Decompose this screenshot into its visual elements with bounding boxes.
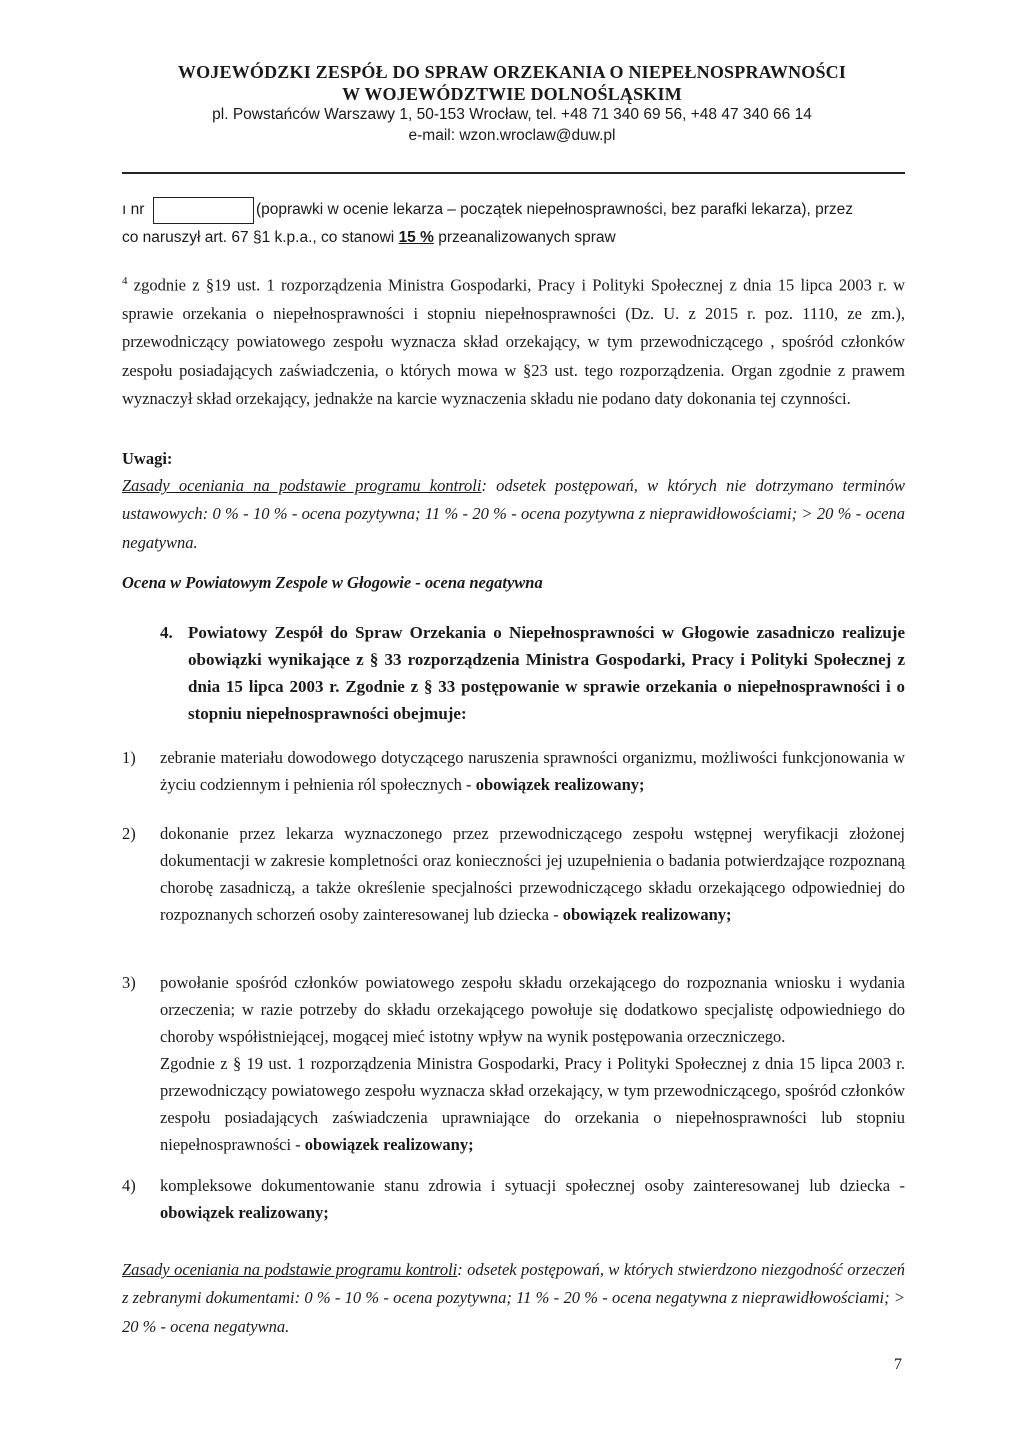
- section-number: 4.: [160, 623, 173, 642]
- header-divider: [122, 172, 905, 174]
- ocena-glogow: Ocena w Powiatowym Zespole w Głogowie - ocena negatywna: [122, 573, 543, 592]
- fragment-percent: 15 %: [398, 229, 434, 246]
- page-number: 7: [894, 1356, 902, 1373]
- uwagi-heading: Uwagi:: [122, 449, 173, 468]
- fragment-line2: co naruszył art. 67 §1 k.p.a., co stanowi 15 % przeanalizowanych spraw: [122, 229, 616, 246]
- org-name-line2: W WOJEWÓDZTWIE DOLNOŚLĄSKIM: [342, 84, 682, 104]
- item-1: zebranie materiału dowodowego dotyczącego naruszenia sprawności organizmu, możliwości funkcjonowania w życiu codziennym i pełnienia ról społecznych - obowiązek realizowany;: [160, 748, 905, 794]
- item-4: kompleksowe dokumentowanie stanu zdrowia i sytuacji społecznej osoby zainteresowanej lub dziecka - obowiązek realizowany;: [160, 1176, 905, 1222]
- org-email: e-mail: wzon.wroclaw@duw.pl: [408, 127, 616, 144]
- fragment-line1: (poprawki w ocenie lekarza – początek niepełnosprawności, bez parafki lekarza), przez: [256, 201, 854, 218]
- uwagi-criteria: Zasady oceniania na podstawie programu kontroli: odsetek postępowań, w których nie dotrzymano terminów ustawowych: 0 % - 10 % - ocena pozytywna; 11 % - 20 % - ocena pozytywna z nieprawidłowościami; > 20 % - ocena negatywna.: [122, 476, 905, 552]
- item-2-number: 2): [122, 824, 136, 843]
- item-1-number: 1): [122, 748, 136, 767]
- redacted-number-box: [153, 197, 254, 224]
- footnote-4: $^4$ zgodnie z §19 ust. 1 rozporządzenia Ministra Gospodarki, Pracy i Polityki Społecznej z dnia 15 lipca 2003 r. w sprawie orzekania o niepełnosprawności i stopniu niepełnosprawności (Dz. U. z 2015 r. poz. 1110, ze zm.), przewodniczący powiatowego zespołu wyznacza skład orzekający, w tym przewodniczącego , spośród członków zespołu posiadających zaświadczenia, o których mowa w §23 ust. tego rozporządzenia. Organ zgodnie z prawem wyznaczył skład orzekający, jednakże na karcie wyznaczenia składu nie podano daty dokonania tej czynności.: [122, 275, 905, 409]
- org-name-line1: WOJEWÓDZKI ZESPÓŁ DO SPRAW ORZEKANIA O NIEPEŁNOSPRAWNOŚCI: [177, 62, 847, 82]
- item-3: powołanie spośród członków powiatowego zespołu składu orzekającego do rozpoznania wniosku i wydania orzeczenia; w razie potrzeby do składu orzekającego powołuje się dodatkowo specjalistę odpowiedniego do choroby współistniejącej, mogącej mieć istotny wpływ na wynik postępowania orzeczniczego. Zgodnie z § 19 ust. 1 rozporządzenia Ministra Gospodarki, Pracy i Polityki Społecznej z dnia 15 lipca 2003 r. przewodniczący powiatowego zespołu wyznacza skład orzekający, w tym przewodniczącego, spośród członków zespołu posiadających zaświadczenia uprawniające do orzekania o niepełnosprawności lub stopniu niepełnosprawności - obowiązek realizowany;: [160, 973, 905, 1154]
- item-3-number: 3): [122, 973, 136, 992]
- fragment-prefix: ı nr: [122, 201, 145, 218]
- item-4-number: 4): [122, 1176, 136, 1195]
- section-4-text: Powiatowy Zespół do Spraw Orzekania o Niepełnosprawności w Głogowie zasadniczo realizuje obowiązki wynikające z § 33 rozporządzenia Ministra Gospodarki, Pracy i Polityki Społecznej z dnia 15 lipca 2003 r. Zgodnie z § 33 postępowanie w sprawie orzekania o niepełnosprawności i o stopniu niepełnosprawności obejmuje:: [188, 623, 905, 723]
- item-2: dokonanie przez lekarza wyznaczonego przez przewodniczącego zespołu wstępnej weryfikacji złożonej dokumentacji w zakresie kompletności oraz konieczności jej uzupełnienia o badania potwierdzające rozpoznaną chorobę zasadniczą, a także określenie specjalności przewodniczącego składu orzekającego odpowiedniej do rozpoznanych schorzeń osoby zainteresowanej lub dziecka - obowiązek realizowany;: [160, 824, 905, 924]
- org-address: pl. Powstańców Warszawy 1, 50-153 Wrocław, tel. +48 71 340 69 56, +48 47 340 66 14: [212, 106, 812, 123]
- closing-criteria: Zasady oceniania na podstawie programu kontroli: odsetek postępowań, w których stwierdzono niezgodność orzeczeń z zebranymi dokumentami: 0 % - 10 % - ocena pozytywna; 11 % - 20 % - ocena negatywna z nieprawidłowościami; > 20 % - ocena negatywna.: [122, 1260, 905, 1336]
